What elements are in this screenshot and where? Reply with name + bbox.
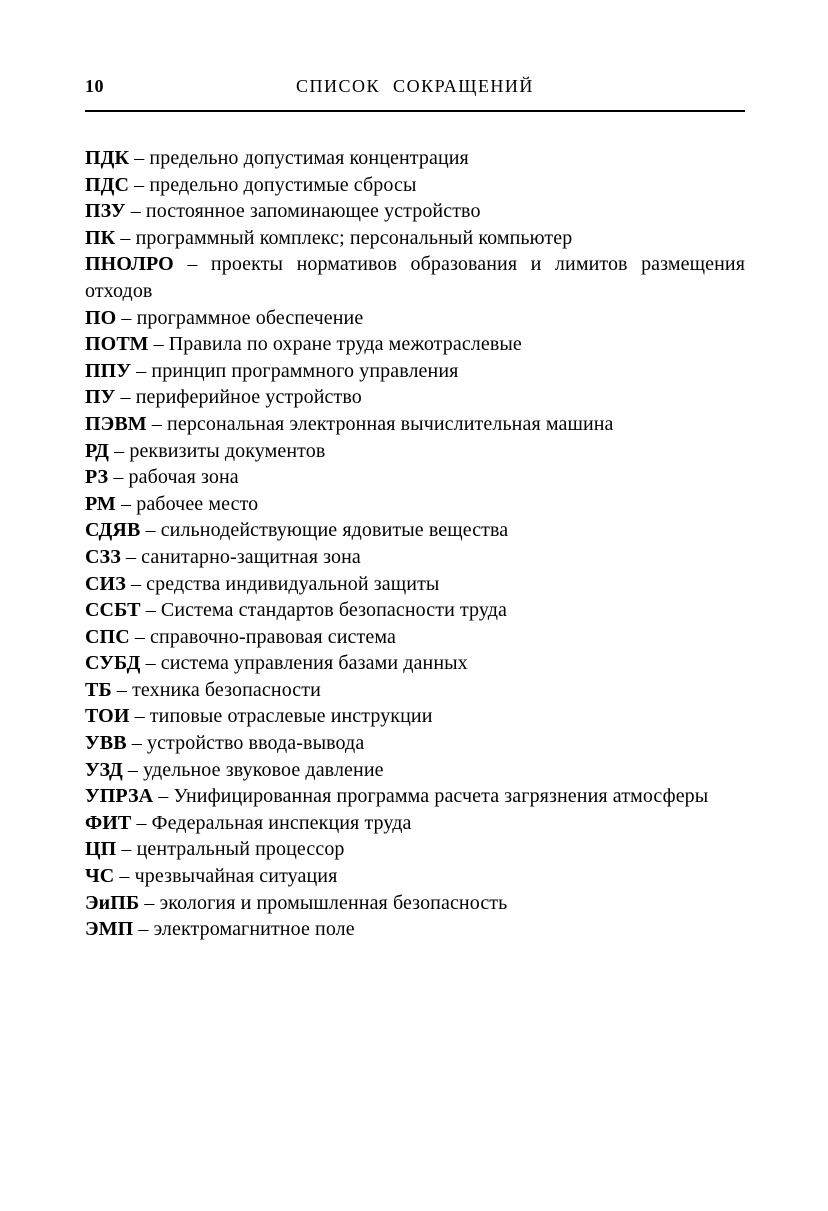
abbreviation-definition: – Федеральная инспекция труда	[131, 811, 412, 834]
abbreviation-definition: – сильнодействующие ядовитые вещества	[140, 519, 509, 542]
abbreviation-entry	[85, 358, 745, 385]
abbreviation-entry	[85, 225, 745, 252]
abbreviation-entry	[85, 650, 745, 677]
abbreviation-entry	[85, 305, 745, 332]
abbreviation-term: ПК	[85, 226, 116, 249]
abbreviation-term: ПУ	[85, 386, 116, 409]
abbreviation-term: ПО	[85, 306, 117, 329]
abbreviation-definition: – устройство ввода-вывода	[126, 732, 365, 755]
abbreviation-entry	[85, 916, 745, 943]
abbreviation-term: СПС	[85, 625, 130, 648]
abbreviation-term: ПЗУ	[85, 200, 126, 223]
abbreviation-entry	[85, 172, 745, 199]
abbreviation-term: ПДС	[85, 173, 130, 196]
abbreviation-entry	[85, 464, 745, 491]
abbreviation-definition: – периферийное устройство	[115, 386, 362, 409]
page-header	[85, 76, 745, 102]
page-number: 10	[85, 76, 104, 96]
abbreviation-definition: – предельно допустимые сбросы	[129, 173, 417, 196]
abbreviation-term: УВВ	[85, 732, 127, 755]
abbreviation-term: ПОТМ	[85, 333, 149, 356]
abbreviation-definition: – экология и промышленная безопасность	[139, 891, 508, 914]
abbreviation-definition: – программный комплекс; персональный компьютер	[115, 226, 573, 249]
abbreviation-entry	[85, 757, 745, 784]
abbreviation-entry	[85, 145, 745, 172]
abbreviation-definition: – электромагнитное поле	[133, 918, 355, 941]
abbreviation-entry	[85, 836, 745, 863]
abbreviation-entry	[85, 890, 745, 917]
abbreviation-definition: – Унифицированная программа расчета загрязнения атмосферы	[153, 785, 709, 808]
abbreviation-term: УПРЗА	[85, 785, 154, 808]
abbreviation-definition: – Система стандартов безопасности труда	[140, 599, 507, 622]
abbreviation-definition: – предельно допустимая концентрация	[129, 147, 469, 169]
abbreviation-term: СИЗ	[85, 572, 126, 595]
abbreviation-term: ТОИ	[85, 705, 130, 728]
abbreviation-entry	[85, 251, 745, 304]
abbreviation-definition: – центральный процессор	[116, 838, 345, 861]
abbreviation-entry	[85, 863, 745, 890]
abbreviation-term: ПНОЛРО	[85, 253, 174, 276]
abbreviation-term: УЗД	[85, 758, 123, 781]
abbreviation-term: ЭиПБ	[85, 891, 140, 914]
abbreviation-entry	[85, 810, 745, 837]
abbreviation-definition: – средства индивидуальной защиты	[125, 572, 440, 595]
abbreviation-definition: – удельное звуковое давление	[122, 758, 384, 781]
abbreviation-term: СЗЗ	[85, 545, 121, 568]
abbreviation-term: ПДК	[85, 147, 130, 169]
abbreviation-list	[85, 145, 745, 943]
abbreviation-term: СДЯВ	[85, 519, 141, 542]
abbreviation-term: ССБТ	[85, 599, 141, 622]
abbreviation-entry	[85, 703, 745, 730]
abbreviation-term: СУБД	[85, 652, 141, 675]
abbreviation-term: РД	[85, 439, 110, 462]
abbreviation-definition: – чрезвычайная ситуация	[114, 865, 338, 888]
abbreviation-entry	[85, 571, 745, 598]
abbreviation-term: РМ	[85, 492, 116, 515]
abbreviation-definition: – проекты нормативов образования и лимитов размещения отходов	[85, 253, 745, 302]
abbreviation-term: ЭМП	[85, 918, 134, 941]
abbreviation-definition: – техника безопасности	[111, 678, 321, 701]
abbreviation-definition: – справочно-правовая система	[129, 625, 396, 648]
abbreviation-term: ТБ	[85, 678, 112, 701]
abbreviation-definition: – программное обеспечение	[116, 306, 364, 329]
abbreviation-term: ЦП	[85, 838, 117, 861]
abbreviation-definition: – рабочее место	[115, 492, 259, 515]
abbreviation-entry	[85, 597, 745, 624]
abbreviation-definition: – принцип программного управления	[131, 359, 459, 382]
abbreviation-definition: – постоянное запоминающее устройство	[125, 200, 481, 223]
abbreviation-entry	[85, 624, 745, 651]
abbreviation-definition: – система управления базами данных	[140, 652, 468, 675]
abbreviation-entry	[85, 331, 745, 358]
abbreviation-entry	[85, 438, 745, 465]
abbreviation-entry	[85, 411, 745, 438]
header-rule	[85, 110, 745, 112]
abbreviation-entry	[85, 198, 745, 225]
page-title: СПИСОК СОКРАЩЕНИЙ	[296, 76, 534, 96]
abbreviation-term: ЧС	[85, 865, 115, 888]
abbreviation-definition: – Правила по охране труда межотраслевые	[148, 333, 522, 356]
abbreviation-entry	[85, 730, 745, 757]
abbreviation-term: ППУ	[85, 359, 132, 382]
abbreviation-definition: – реквизиты документов	[109, 439, 326, 462]
abbreviation-definition: – типовые отраслевые инструкции	[129, 705, 433, 728]
abbreviation-entry	[85, 517, 745, 544]
abbreviation-term: ПЭВМ	[85, 412, 147, 435]
abbreviation-entry	[85, 384, 745, 411]
abbreviation-term: РЗ	[85, 466, 109, 489]
abbreviation-entry	[85, 783, 745, 810]
abbreviation-definition: – рабочая зона	[108, 466, 239, 489]
abbreviation-definition: – персональная электронная вычислительная машина	[146, 412, 614, 435]
abbreviation-entry	[85, 677, 745, 704]
abbreviation-entry	[85, 491, 745, 518]
abbreviation-definition: – санитарно-защитная зона	[120, 545, 361, 568]
abbreviation-entry	[85, 544, 745, 571]
abbreviation-term: ФИТ	[85, 811, 132, 834]
